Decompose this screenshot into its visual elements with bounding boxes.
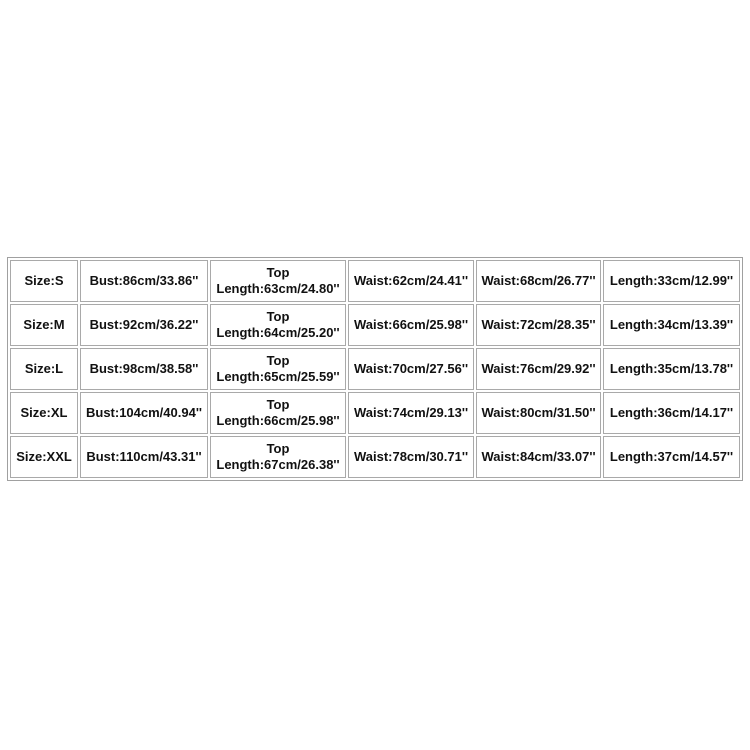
table-row — [10, 436, 740, 478]
table-row — [10, 260, 740, 302]
table-row — [10, 304, 740, 346]
waist-cell: Waist:80cm/31.50'' — [476, 392, 601, 434]
waist-cell: Waist:78cm/30.71'' — [348, 436, 474, 478]
size-chart-body — [10, 260, 740, 478]
length-cell: Length:33cm/12.99'' — [603, 260, 740, 302]
table-row — [10, 348, 740, 390]
top-length-cell: Top Length:65cm/25.59'' — [210, 348, 346, 390]
waist-cell: Waist:62cm/24.41'' — [348, 260, 474, 302]
bust-cell: Bust:92cm/36.22'' — [80, 304, 208, 346]
length-cell: Length:36cm/14.17'' — [603, 392, 740, 434]
waist-cell: Waist:76cm/29.92'' — [476, 348, 601, 390]
table-row — [10, 392, 740, 434]
length-cell: Length:37cm/14.57'' — [603, 436, 740, 478]
size-chart-table — [7, 257, 743, 481]
size-cell: Size:L — [10, 348, 78, 390]
length-cell: Length:34cm/13.39'' — [603, 304, 740, 346]
waist-cell: Waist:84cm/33.07'' — [476, 436, 601, 478]
length-cell: Length:35cm/13.78'' — [603, 348, 740, 390]
waist-cell: Waist:68cm/26.77'' — [476, 260, 601, 302]
bust-cell: Bust:110cm/43.31'' — [80, 436, 208, 478]
top-length-cell: Top Length:66cm/25.98'' — [210, 392, 346, 434]
waist-cell: Waist:66cm/25.98'' — [348, 304, 474, 346]
top-length-cell: Top Length:63cm/24.80'' — [210, 260, 346, 302]
bust-cell: Bust:104cm/40.94'' — [80, 392, 208, 434]
bust-cell: Bust:86cm/33.86'' — [80, 260, 208, 302]
bust-cell: Bust:98cm/38.58'' — [80, 348, 208, 390]
top-length-cell: Top Length:64cm/25.20'' — [210, 304, 346, 346]
size-cell: Size:M — [10, 304, 78, 346]
waist-cell: Waist:74cm/29.13'' — [348, 392, 474, 434]
waist-cell: Waist:72cm/28.35'' — [476, 304, 601, 346]
top-length-cell: Top Length:67cm/26.38'' — [210, 436, 346, 478]
size-cell: Size:XXL — [10, 436, 78, 478]
size-cell: Size:XL — [10, 392, 78, 434]
waist-cell: Waist:70cm/27.56'' — [348, 348, 474, 390]
size-cell: Size:S — [10, 260, 78, 302]
